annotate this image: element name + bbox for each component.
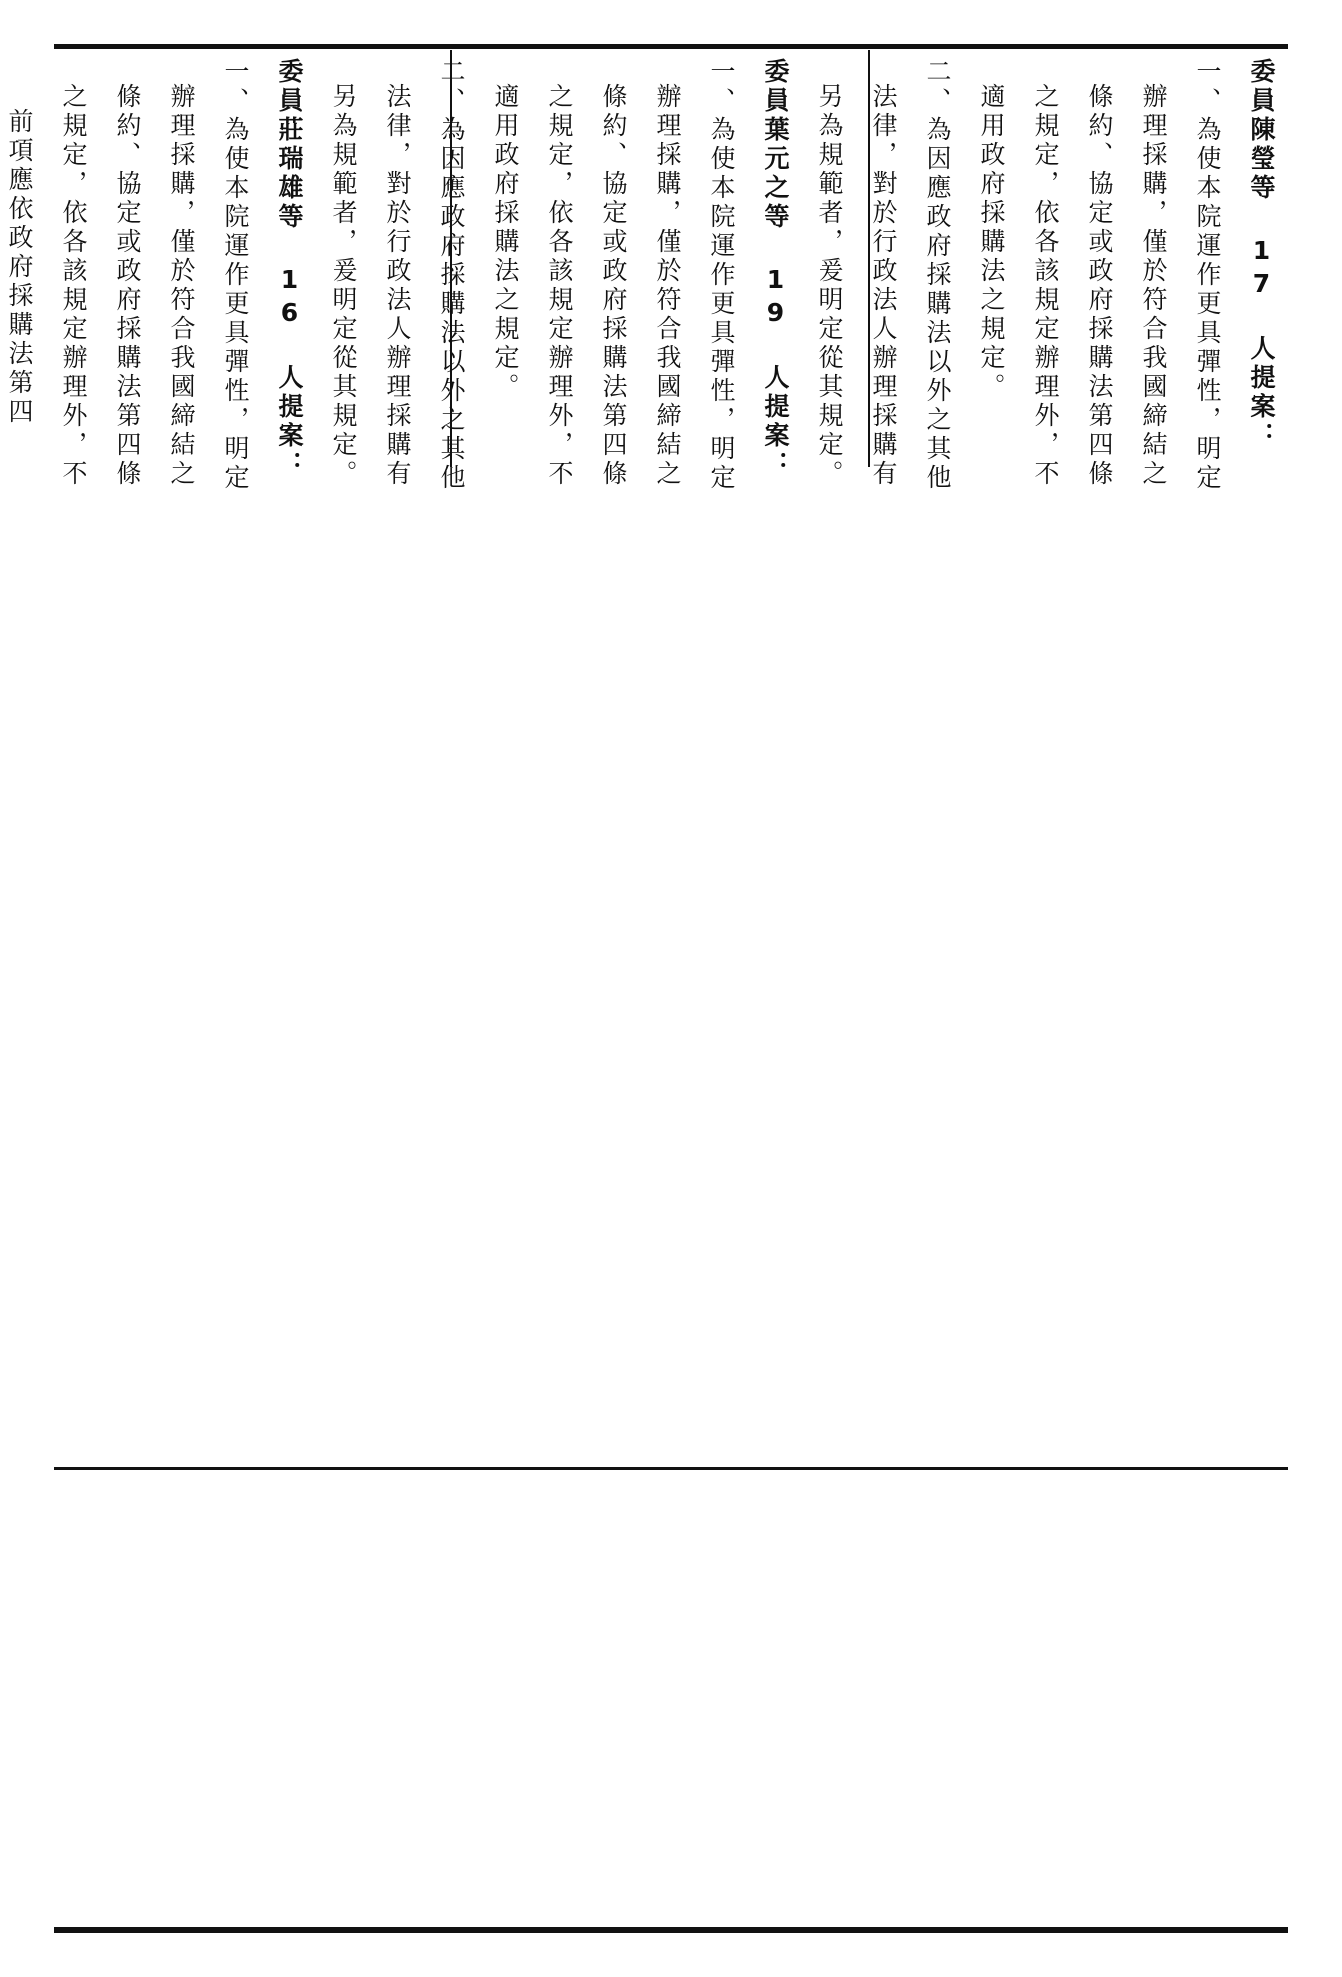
text-line: 條約、協定或政府採購法第四條: [1085, 83, 1114, 489]
text-line: 另為規範者，爰明定從其規定。: [329, 83, 358, 489]
text-line: 一、為使本院運作更具彈性，明定: [1193, 58, 1222, 493]
text-line: 法律，對於行政法人辦理採購有: [383, 83, 412, 489]
text-line: 一、為使本院運作更具彈性，明定: [221, 58, 250, 493]
text-line: 條約、協定或政府採購法第四條: [113, 83, 142, 489]
text-line: 一、為使本院運作更具彈性，明定: [707, 58, 736, 493]
text-line: 之規定，依各該規定辦理外，不: [1031, 83, 1060, 489]
text-line: 二、為因應政府採購法以外之其他: [437, 58, 466, 493]
text-line: 前項應依政府採購法第四: [5, 108, 34, 427]
proposal-heading: 委員葉元之等 19 人提案：: [761, 58, 790, 480]
text-line: 之規定，依各該規定辦理外，不: [545, 83, 574, 489]
proposal-heading: 委員莊瑞雄等 16 人提案：: [275, 58, 304, 480]
bottom-rule: [54, 1927, 1288, 1933]
proposal-heading: 委員陳瑩等 17 人提案：: [1247, 58, 1276, 451]
text-line: 適用政府採購法之規定。: [977, 83, 1006, 402]
text-line: 之規定，依各該規定辦理外，不: [59, 83, 88, 489]
text-line: 辦理採購，僅於符合我國締結之: [1139, 83, 1168, 489]
text-line: 辦理採購，僅於符合我國締結之: [167, 83, 196, 489]
text-line: 二、為因應政府採購法以外之其他: [923, 58, 952, 493]
top-rule: [54, 44, 1288, 49]
text-line: 辦理採購，僅於符合我國締結之: [653, 83, 682, 489]
text-line: 適用政府採購法之規定。: [491, 83, 520, 402]
text-line: 另為規範者，爰明定從其規定。: [815, 83, 844, 489]
middle-rule: [54, 1467, 1288, 1470]
text-column-right: [5, 58, 1288, 1458]
text-line: 法律，對於行政法人辦理採購有: [869, 83, 898, 489]
text-line: 條約、協定或政府採購法第四條: [599, 83, 628, 489]
